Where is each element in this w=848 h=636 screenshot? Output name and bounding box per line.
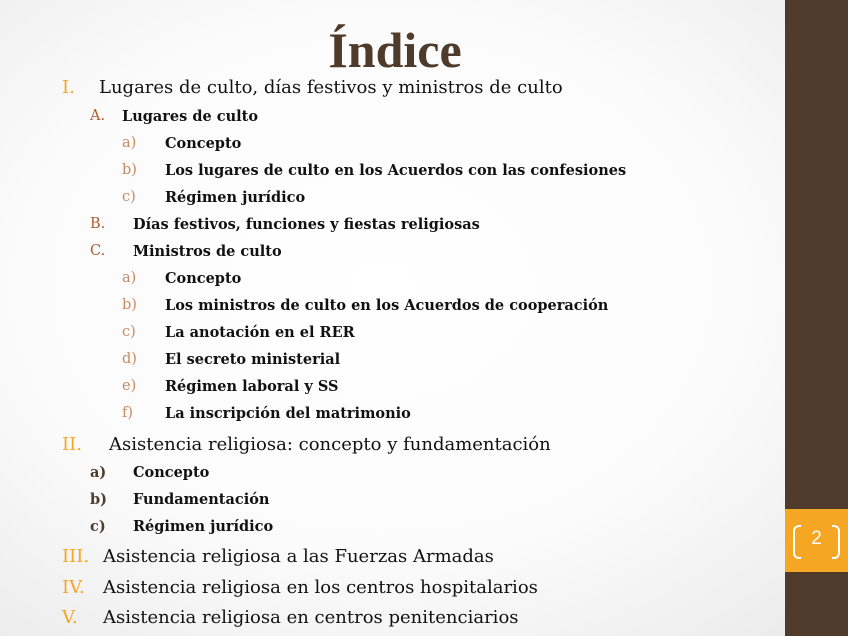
item-marker: f) (122, 405, 134, 421)
item-text: La anotación en el RER (165, 324, 355, 341)
item-marker: c) (122, 324, 136, 340)
item-marker: b) (122, 297, 137, 313)
item-marker: V. (62, 607, 78, 628)
item-marker: I. (62, 77, 75, 98)
item-text: Lugares de culto (122, 108, 259, 125)
item-text: Concepto (133, 464, 210, 481)
item-text: La inscripción del matrimonio (165, 405, 411, 422)
item-text: Asistencia religiosa en centros penitenciarios (103, 607, 519, 628)
item-marker: B. (90, 216, 106, 232)
item-text: Concepto (165, 135, 242, 152)
item-marker: C. (90, 243, 106, 259)
item-marker: c) (90, 518, 106, 535)
item-marker: III. (62, 546, 90, 567)
item-marker: A. (90, 108, 106, 124)
item-marker: b) (122, 162, 137, 178)
page-number-badge (785, 509, 848, 572)
right-bracket-icon (832, 525, 840, 559)
item-marker: c) (122, 189, 136, 205)
item-text: Los ministros de culto en los Acuerdos de cooperación (165, 297, 609, 314)
item-marker: IV. (62, 577, 85, 598)
item-marker: a) (90, 464, 107, 481)
item-text: Asistencia religiosa en los centros hospitalarios (103, 577, 538, 598)
item-marker: a) (122, 270, 137, 286)
item-text: Concepto (165, 270, 242, 287)
item-text: Régimen jurídico (165, 189, 306, 206)
item-text: Fundamentación (133, 491, 270, 508)
item-text: Asistencia religiosa: concepto y fundamentación (109, 434, 551, 455)
item-text: Régimen jurídico (133, 518, 274, 535)
item-marker: d) (122, 351, 137, 367)
item-marker: b) (90, 491, 107, 508)
item-text: Los lugares de culto en los Acuerdos con las confesiones (165, 162, 627, 179)
item-marker: e) (122, 378, 137, 394)
item-text: El secreto ministerial (165, 351, 341, 368)
item-text: Días festivos, funciones y fiestas religiosas (133, 216, 480, 233)
item-text: Régimen laboral y SS (165, 378, 339, 395)
page-number: 2 (811, 528, 822, 549)
item-text: Asistencia religiosa a las Fuerzas Armadas (103, 546, 494, 567)
slide-title: Índice (328, 22, 462, 78)
item-marker: a) (122, 135, 137, 151)
item-text: Lugares de culto, días festivos y ministros de culto (99, 77, 563, 98)
item-text: Ministros de culto (133, 243, 282, 260)
item-marker: II. (62, 434, 82, 455)
